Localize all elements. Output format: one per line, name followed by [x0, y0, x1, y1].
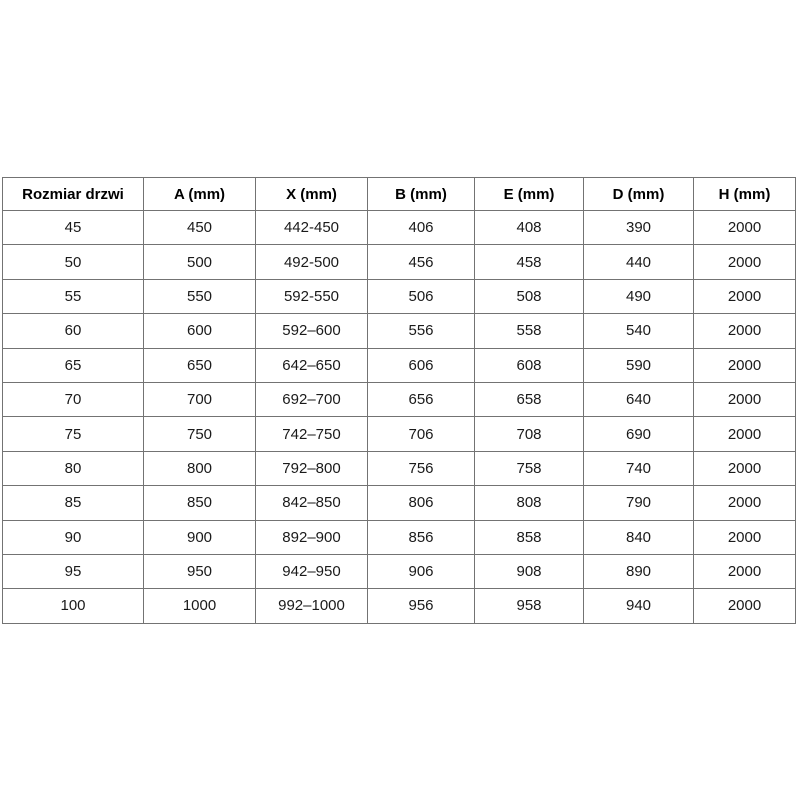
dimension-cell: 2000 [694, 451, 796, 485]
table-row [3, 314, 796, 348]
dimension-cell: 492-500 [256, 245, 368, 279]
dimension-cell: 842–850 [256, 486, 368, 520]
dimension-cell: 606 [368, 348, 475, 382]
table-row [3, 382, 796, 416]
table-row [3, 245, 796, 279]
dimension-cell: 458 [475, 245, 584, 279]
dimension-cell: 758 [475, 451, 584, 485]
table-row [3, 211, 796, 245]
door-size-cell: 95 [3, 554, 144, 588]
dimension-cell: 540 [584, 314, 694, 348]
dimension-cell: 792–800 [256, 451, 368, 485]
dimension-cell: 592–600 [256, 314, 368, 348]
dimension-cell: 850 [144, 486, 256, 520]
dimension-cell: 2000 [694, 589, 796, 623]
door-size-cell: 55 [3, 279, 144, 313]
column-header: Rozmiar drzwi [3, 178, 144, 211]
dimension-cell: 2000 [694, 554, 796, 588]
dimension-cell: 456 [368, 245, 475, 279]
dimension-cell: 442-450 [256, 211, 368, 245]
dimension-cell: 2000 [694, 211, 796, 245]
column-header: B (mm) [368, 178, 475, 211]
dimension-cell: 690 [584, 417, 694, 451]
table-row [3, 279, 796, 313]
door-size-cell: 70 [3, 382, 144, 416]
door-size-cell: 65 [3, 348, 144, 382]
dimension-cell: 2000 [694, 245, 796, 279]
dimension-cell: 790 [584, 486, 694, 520]
column-header: D (mm) [584, 178, 694, 211]
dimension-cell: 2000 [694, 417, 796, 451]
dimension-cell: 892–900 [256, 520, 368, 554]
dimension-cell: 408 [475, 211, 584, 245]
table-row [3, 417, 796, 451]
dimension-cell: 992–1000 [256, 589, 368, 623]
table-body [3, 211, 796, 624]
dimension-cell: 2000 [694, 382, 796, 416]
dimension-cell: 508 [475, 279, 584, 313]
dimension-cell: 742–750 [256, 417, 368, 451]
dimension-cell: 2000 [694, 520, 796, 554]
dimension-cell: 550 [144, 279, 256, 313]
door-size-cell: 85 [3, 486, 144, 520]
door-sizes-table [2, 177, 796, 624]
dimension-cell: 650 [144, 348, 256, 382]
dimension-cell: 2000 [694, 486, 796, 520]
table-row [3, 520, 796, 554]
table-row [3, 348, 796, 382]
column-header: A (mm) [144, 178, 256, 211]
dimension-cell: 592-550 [256, 279, 368, 313]
dimension-cell: 858 [475, 520, 584, 554]
door-size-cell: 90 [3, 520, 144, 554]
dimension-cell: 2000 [694, 348, 796, 382]
dimension-cell: 556 [368, 314, 475, 348]
dimension-cell: 450 [144, 211, 256, 245]
door-size-cell: 100 [3, 589, 144, 623]
dimension-cell: 958 [475, 589, 584, 623]
dimension-cell: 906 [368, 554, 475, 588]
dimension-cell: 490 [584, 279, 694, 313]
dimension-cell: 808 [475, 486, 584, 520]
dimension-cell: 756 [368, 451, 475, 485]
door-size-cell: 80 [3, 451, 144, 485]
dimension-cell: 806 [368, 486, 475, 520]
table-row [3, 589, 796, 623]
dimension-cell: 940 [584, 589, 694, 623]
table-row [3, 451, 796, 485]
dimension-cell: 558 [475, 314, 584, 348]
dimension-cell: 840 [584, 520, 694, 554]
dimension-cell: 642–650 [256, 348, 368, 382]
dimension-cell: 708 [475, 417, 584, 451]
dimension-cell: 500 [144, 245, 256, 279]
dimension-cell: 506 [368, 279, 475, 313]
dimension-cell: 440 [584, 245, 694, 279]
column-header: H (mm) [694, 178, 796, 211]
door-size-cell: 45 [3, 211, 144, 245]
dimension-cell: 406 [368, 211, 475, 245]
dimension-cell: 856 [368, 520, 475, 554]
dimension-cell: 700 [144, 382, 256, 416]
dimension-cell: 740 [584, 451, 694, 485]
column-header: X (mm) [256, 178, 368, 211]
dimension-cell: 908 [475, 554, 584, 588]
dimension-cell: 2000 [694, 279, 796, 313]
dimension-cell: 900 [144, 520, 256, 554]
dimension-cell: 956 [368, 589, 475, 623]
dimension-cell: 950 [144, 554, 256, 588]
dimension-cell: 1000 [144, 589, 256, 623]
dimension-cell: 640 [584, 382, 694, 416]
dimension-cell: 942–950 [256, 554, 368, 588]
dimension-cell: 692–700 [256, 382, 368, 416]
door-size-cell: 60 [3, 314, 144, 348]
door-size-cell: 50 [3, 245, 144, 279]
dimension-cell: 658 [475, 382, 584, 416]
dimension-cell: 390 [584, 211, 694, 245]
dimension-cell: 2000 [694, 314, 796, 348]
table-row [3, 486, 796, 520]
dimension-cell: 890 [584, 554, 694, 588]
dimension-cell: 590 [584, 348, 694, 382]
dimension-cell: 706 [368, 417, 475, 451]
dimension-cell: 600 [144, 314, 256, 348]
dimension-cell: 800 [144, 451, 256, 485]
dimension-cell: 656 [368, 382, 475, 416]
dimension-cell: 608 [475, 348, 584, 382]
door-size-cell: 75 [3, 417, 144, 451]
dimension-cell: 750 [144, 417, 256, 451]
table-header-row [3, 178, 796, 211]
table-row [3, 554, 796, 588]
column-header: E (mm) [475, 178, 584, 211]
